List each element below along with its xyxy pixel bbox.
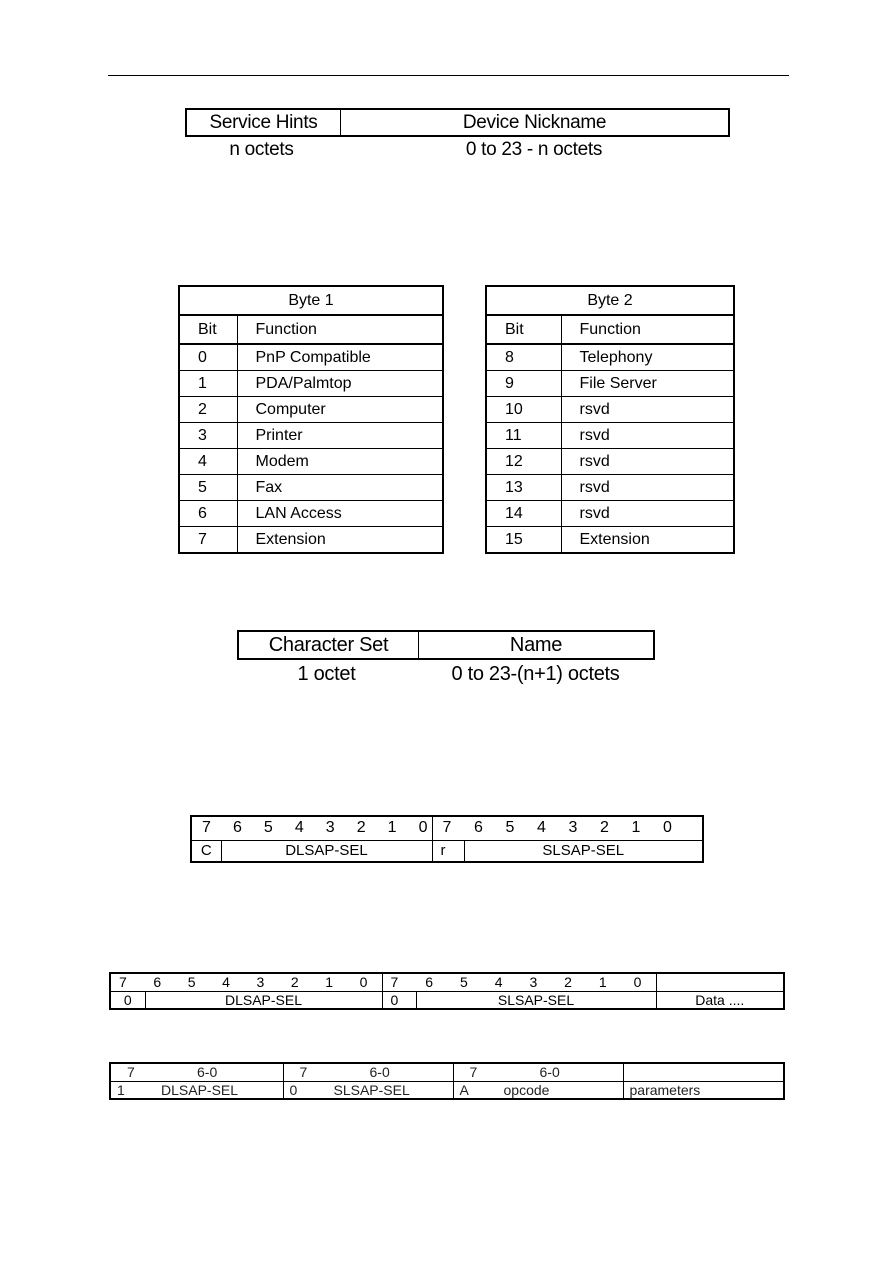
bit-number: 5 xyxy=(459,974,468,991)
bit-number: 4 xyxy=(537,819,546,837)
table-row xyxy=(179,449,443,475)
table-row xyxy=(486,371,734,397)
bit-number: 7 xyxy=(202,819,211,837)
bit-cell: 0 xyxy=(179,344,237,371)
bit-number: 6 xyxy=(153,974,162,991)
byte1-table xyxy=(178,285,444,554)
bit-number: 1 xyxy=(631,819,641,837)
nickname-sizes xyxy=(237,663,655,686)
bit-number: 0 xyxy=(418,819,428,837)
function-cell: rsvd xyxy=(561,501,734,527)
first-byte-bits xyxy=(191,816,432,840)
table-row xyxy=(179,501,443,527)
bit-cell: 2 xyxy=(179,397,237,423)
slsap-sel-field: SLSAP-SEL xyxy=(333,1081,410,1098)
lsap-header-layout xyxy=(190,815,704,863)
bit-number: 2 xyxy=(356,819,366,837)
bit-number: 7 xyxy=(299,1064,308,1081)
reserved-bit-field: 0 xyxy=(289,1081,298,1098)
first-byte-bits xyxy=(110,973,382,991)
command-bit-field: 1 xyxy=(117,1081,125,1098)
bit-numbers xyxy=(383,974,656,990)
byte1-bit-header: Bit xyxy=(179,315,237,344)
table-row xyxy=(486,449,734,475)
bit-number: 0 xyxy=(633,974,642,991)
function-cell: Telephony xyxy=(561,344,734,371)
byte1-caption: Byte 1 xyxy=(179,286,443,315)
bit-number: 6 xyxy=(425,974,434,991)
dlsap-sel-field: DLSAP-SEL xyxy=(161,1081,239,1098)
table-row xyxy=(179,527,443,554)
function-cell: Fax xyxy=(237,475,443,501)
table-row xyxy=(486,344,734,371)
function-cell: Modem xyxy=(237,449,443,475)
bit-number: 5 xyxy=(187,974,196,991)
opcode-field-cell xyxy=(453,1081,623,1099)
function-cell: File Server xyxy=(561,371,734,397)
bit-cell: 14 xyxy=(486,501,561,527)
bit-number: 2 xyxy=(600,819,609,837)
bit-number: 7 xyxy=(127,1064,135,1081)
function-cell: Extension xyxy=(561,527,734,554)
dlsap-bits-header xyxy=(110,1063,283,1081)
function-cell: rsvd xyxy=(561,397,734,423)
bit-number: 3 xyxy=(529,974,538,991)
function-cell: LAN Access xyxy=(237,501,443,527)
table-row xyxy=(179,397,443,423)
bit-range: 6-0 xyxy=(197,1064,218,1081)
bit-range: 6-0 xyxy=(369,1064,390,1081)
bit-numbers xyxy=(433,819,703,837)
bit-cell: 10 xyxy=(486,397,561,423)
bit-number: 3 xyxy=(325,819,335,837)
slsap-bits-header xyxy=(283,1063,453,1081)
bit-cell: 1 xyxy=(179,371,237,397)
bit-cell: 3 xyxy=(179,423,237,449)
bit-number: 2 xyxy=(290,974,299,991)
data-frame-layout xyxy=(109,972,785,1010)
command-bit-field: 0 xyxy=(110,991,145,1009)
nickname-layout xyxy=(237,630,655,686)
function-cell: Extension xyxy=(237,527,443,554)
service-hints-size: n octets xyxy=(229,139,294,160)
dlsap-field-cell xyxy=(110,1081,283,1099)
parameters-field: parameters xyxy=(623,1081,784,1099)
device-nickname-field: Device Nickname xyxy=(340,110,728,135)
function-cell: rsvd xyxy=(561,475,734,501)
table-row xyxy=(179,475,443,501)
table-row xyxy=(486,475,734,501)
dlsap-sel-field: DLSAP-SEL xyxy=(221,840,432,862)
reserved-bit-field: r xyxy=(432,840,464,862)
table-row xyxy=(486,501,734,527)
slsap-sel-field: SLSAP-SEL xyxy=(464,840,703,862)
bit-number: 1 xyxy=(325,974,334,991)
table-row xyxy=(179,423,443,449)
byte2-bit-header: Bit xyxy=(486,315,561,344)
device-info-sizes xyxy=(185,139,730,161)
bit-number: 5 xyxy=(505,819,515,837)
slsap-sel-field: SLSAP-SEL xyxy=(416,991,656,1009)
table-row xyxy=(486,423,734,449)
bit-range: 6-0 xyxy=(539,1064,560,1081)
bit-number: 6 xyxy=(474,819,483,837)
bit-number: 1 xyxy=(598,974,607,991)
bit-number: 2 xyxy=(564,974,572,991)
bit-number: 6 xyxy=(232,819,242,837)
character-set-size: 1 octet xyxy=(297,663,356,685)
table-row xyxy=(179,344,443,371)
function-cell: Printer xyxy=(237,423,443,449)
bit-number: 0 xyxy=(359,974,368,991)
nickname-fields xyxy=(237,630,655,660)
device-info-fields xyxy=(185,108,730,137)
control-frame-layout xyxy=(109,1062,785,1100)
bit-cell: 12 xyxy=(486,449,561,475)
opcode-bits-header xyxy=(453,1063,623,1081)
byte2-table xyxy=(485,285,735,554)
table-row xyxy=(486,397,734,423)
function-cell: rsvd xyxy=(561,423,734,449)
service-hints-field: Service Hints xyxy=(209,111,318,133)
bit-number: 3 xyxy=(256,974,265,991)
opcode-field: opcode xyxy=(503,1081,550,1098)
byte1-function-header: Function xyxy=(237,315,443,344)
dlsap-sel-field: DLSAP-SEL xyxy=(145,991,382,1009)
bit-cell: 9 xyxy=(486,371,561,397)
character-set-field: Character Set xyxy=(268,633,389,656)
table-row xyxy=(486,527,734,554)
bit-number: 5 xyxy=(263,819,273,837)
data-field: Data .... xyxy=(656,991,784,1009)
byte2-function-header: Function xyxy=(561,315,734,344)
bit-number: 1 xyxy=(387,819,397,837)
function-cell: PDA/Palmtop xyxy=(237,371,443,397)
bit-cell: 5 xyxy=(179,475,237,501)
bit-cell: 11 xyxy=(486,423,561,449)
name-size: 0 to 23-(n+1) octets xyxy=(451,663,620,685)
bit-cell: 8 xyxy=(486,344,561,371)
table-row xyxy=(179,371,443,397)
bit-number: 4 xyxy=(222,974,230,991)
bit-number: 7 xyxy=(469,1064,478,1081)
byte2-caption: Byte 2 xyxy=(486,286,734,315)
parameters-header-cell xyxy=(623,1063,784,1081)
bit-cell: 6 xyxy=(179,501,237,527)
data-header-cell xyxy=(656,973,784,991)
device-nickname-size: 0 to 23 - n octets xyxy=(465,139,603,160)
bit-cell: 4 xyxy=(179,449,237,475)
bit-number: 4 xyxy=(294,819,304,837)
device-info-layout xyxy=(185,108,730,161)
bit-number: 0 xyxy=(663,819,672,837)
bit-cell: 13 xyxy=(486,475,561,501)
ack-bit-field: A xyxy=(459,1081,469,1098)
bit-number: 7 xyxy=(390,974,399,991)
slsap-field-cell xyxy=(283,1081,453,1099)
bit-cell: 7 xyxy=(179,527,237,554)
bit-cell: 15 xyxy=(486,527,561,554)
reserved-bit-field: 0 xyxy=(382,991,416,1009)
bit-number: 7 xyxy=(119,974,127,991)
function-cell: Computer xyxy=(237,397,443,423)
bit-number: 4 xyxy=(494,974,503,991)
second-byte-bits xyxy=(382,973,656,991)
function-cell: rsvd xyxy=(561,449,734,475)
function-cell: PnP Compatible xyxy=(237,344,443,371)
name-field: Name xyxy=(418,632,653,658)
bit-numbers xyxy=(111,974,382,990)
bit-number: 7 xyxy=(442,819,452,837)
second-byte-bits xyxy=(432,816,703,840)
header-rule xyxy=(108,75,789,76)
bit-numbers xyxy=(192,819,432,837)
bit-number: 3 xyxy=(568,819,578,837)
control-bit-field: C xyxy=(191,840,221,862)
